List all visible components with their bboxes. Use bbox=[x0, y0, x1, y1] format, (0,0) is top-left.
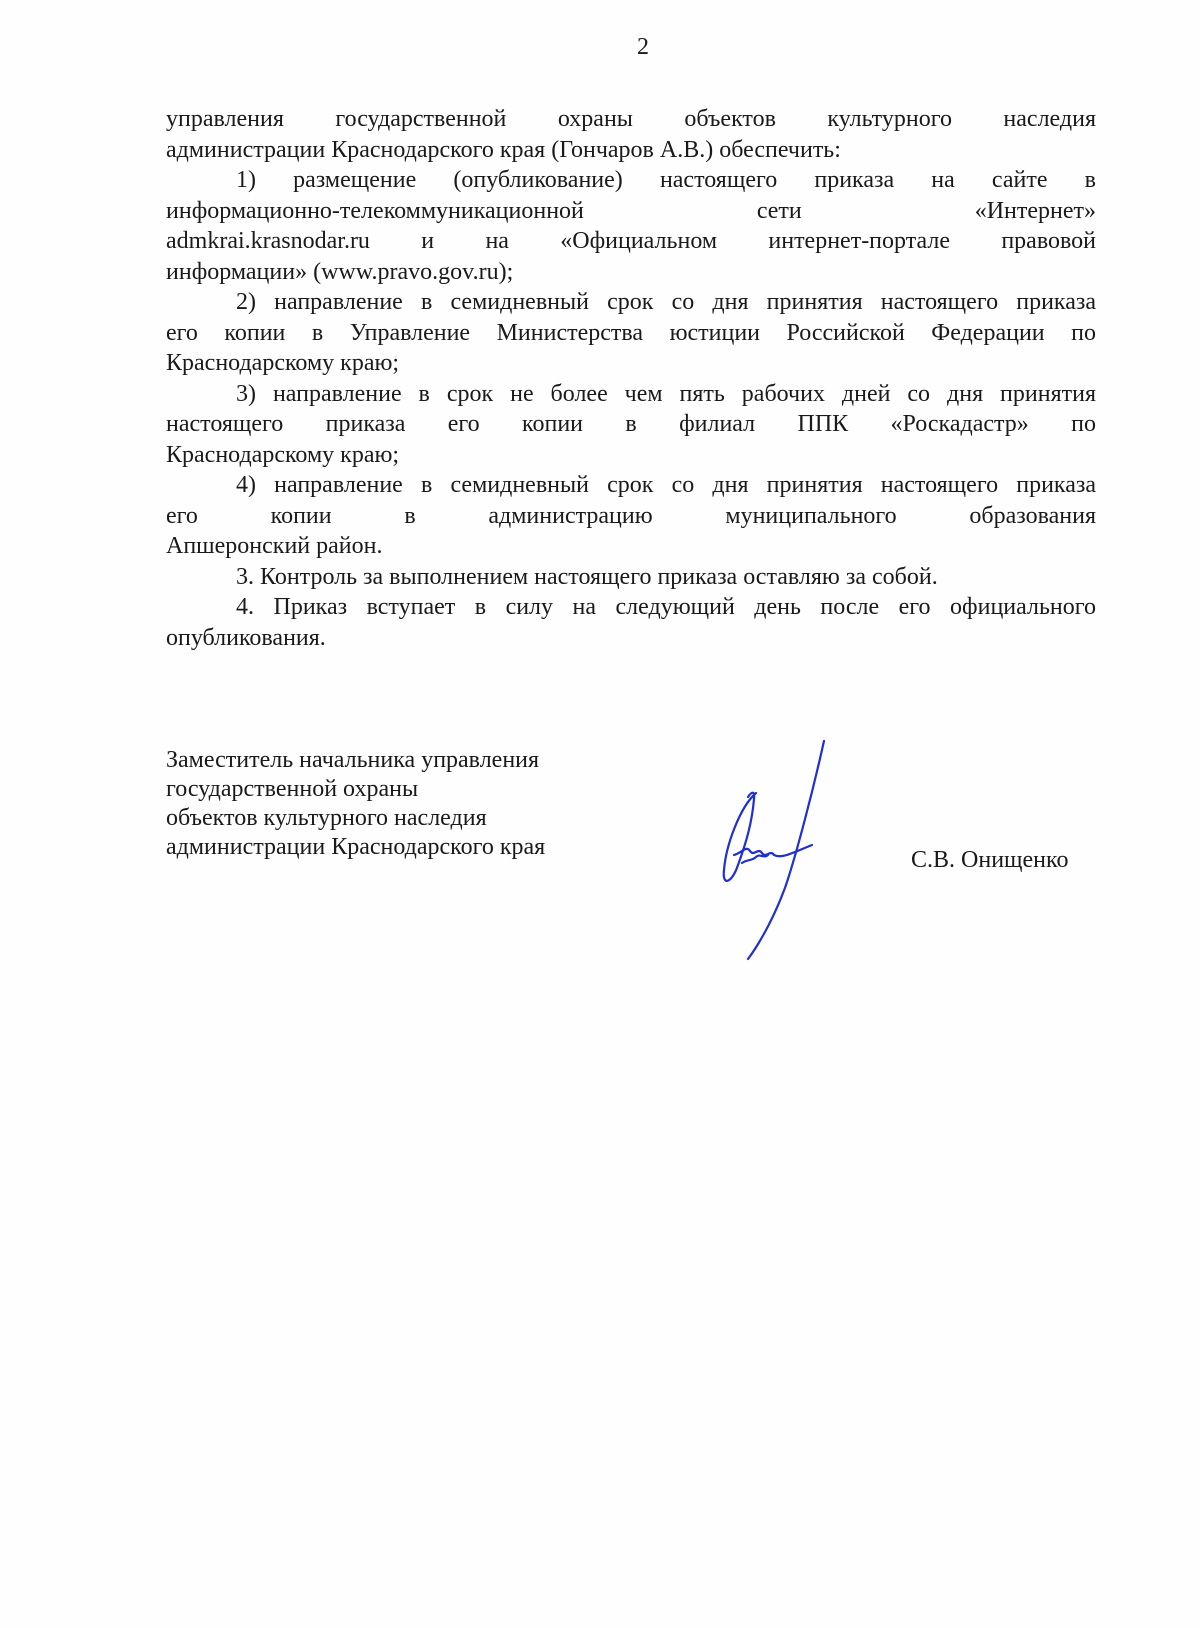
signer-name: С.В. Онищенко bbox=[911, 847, 1069, 873]
text-line: информационно-телекоммуникационной сети «Интернет» bbox=[166, 197, 1096, 224]
text-line: 3. Контроль за выполнением настоящего приказа оставляю за собой. bbox=[236, 563, 938, 590]
signer-position-line: Заместитель начальника управления bbox=[166, 747, 540, 773]
text-line: admkrai.krasnodar.ru и на «Официальном интернет-портале правовой bbox=[166, 228, 1096, 254]
signer-position-line: государственной охраны bbox=[166, 776, 419, 802]
text-line: 1) размещение (опубликование) настоящего приказа на сайте в bbox=[236, 167, 1096, 193]
text-line: опубликования. bbox=[166, 624, 326, 651]
text-line: Краснодарскому краю; bbox=[166, 350, 400, 376]
text-line: его копии в администрацию муниципального образования bbox=[166, 502, 1096, 529]
signer-position-line: администрации Краснодарского края bbox=[166, 834, 546, 860]
text-line: настоящего приказа его копии в филиал ППК «Роскадастр» по bbox=[166, 411, 1096, 437]
text-line: Краснодарскому краю; bbox=[166, 441, 400, 468]
text-line: управления государственной охраны объектов культурного наследия bbox=[166, 106, 1096, 132]
text-line: 2) направление в семидневный срок со дня принятия настоящего приказа bbox=[236, 289, 1096, 315]
text-line: информации» (www.pravo.gov.ru); bbox=[166, 258, 514, 285]
text-line: его копии в Управление Министерства юстиции Российской Федерации по bbox=[166, 319, 1096, 346]
signer-position bbox=[166, 746, 545, 862]
text-line: 4. Приказ вступает в силу на следующий день после его официального bbox=[236, 594, 1096, 620]
handwritten-signature bbox=[712, 735, 842, 965]
text-line: 4) направление в семидневный срок со дня принятия настоящего приказа bbox=[236, 472, 1096, 498]
signer-position-line: объектов культурного наследия bbox=[166, 805, 487, 831]
text-line: 3) направление в срок не более чем пять рабочих дней со дня принятия bbox=[236, 380, 1096, 407]
text-line: Апшеронский район. bbox=[166, 533, 383, 559]
text-line: администрации Краснодарского края (Гончаров А.В.) обеспечить: bbox=[166, 136, 841, 163]
page-number: 2 bbox=[637, 34, 649, 60]
document-body bbox=[166, 104, 1096, 653]
